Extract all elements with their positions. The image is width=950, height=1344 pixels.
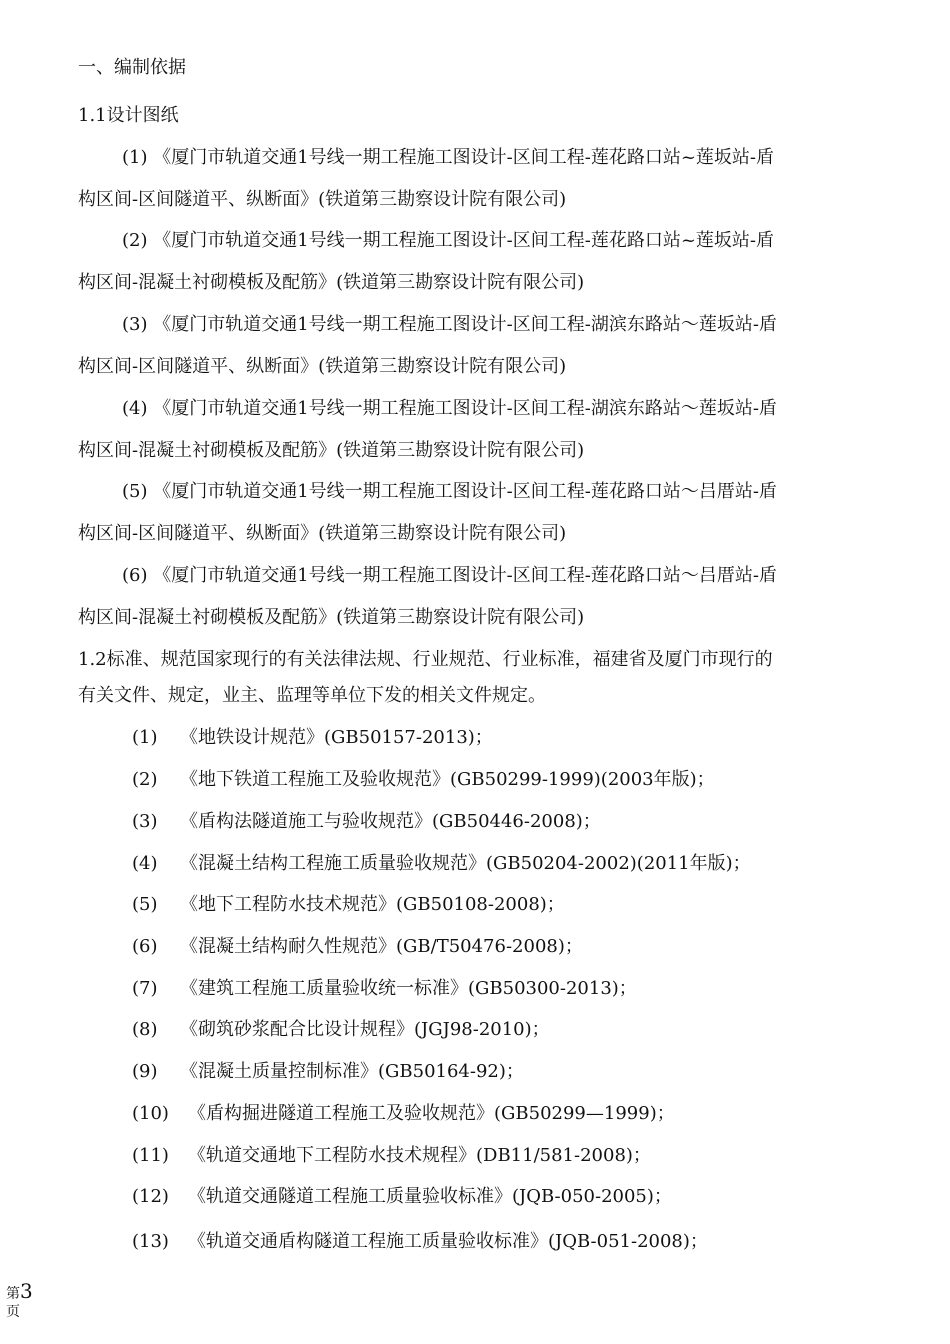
list-item-text: 《建筑工程施工质量验收统一标准》(GB50300-2013)； bbox=[180, 978, 637, 999]
drawing-item-number: (2) bbox=[122, 230, 148, 251]
subsection-design-drawings: 1.1设计图纸 bbox=[78, 105, 179, 126]
drawing-item-2-line2: 构区间-混凝土衬砌模板及配筋》(铁道第三勘察设计院有限公司) bbox=[78, 272, 585, 293]
drawing-item-text: 《厦门市轨道交通1号线一期工程施工图设计-区间工程-莲花路口站~莲坂站-盾 bbox=[153, 147, 775, 168]
drawing-item-text: 《厦门市轨道交通1号线一期工程施工图设计-区间工程-湖滨东路站～莲坂站-盾 bbox=[153, 398, 777, 419]
list-item-number: (4) bbox=[132, 853, 158, 874]
list-item-number: (10) bbox=[132, 1103, 169, 1124]
list-item-text: 《地铁设计规范》(GB50157-2013)； bbox=[180, 727, 493, 748]
list-item-number: (12) bbox=[132, 1186, 169, 1207]
list-item-number: (6) bbox=[132, 936, 158, 957]
drawing-item-2-line1 bbox=[122, 229, 774, 253]
drawing-item-5-line2: 构区间-区间隧道平、纵断面》(铁道第三勘察设计院有限公司) bbox=[78, 523, 567, 544]
list-item-text: 《地下铁道工程施工及验收规范》(GB50299-1999)(2003年版)； bbox=[180, 769, 715, 790]
list-item-text: 《轨道交通隧道工程施工质量验收标准》(JQB-050-2005)； bbox=[188, 1186, 672, 1207]
list-item-text: 《地下工程防水技术规范》(GB50108-2008)； bbox=[180, 894, 565, 915]
list-item-text: 《混凝土质量控制标准》(GB50164-92)； bbox=[180, 1061, 524, 1082]
list-item-text: 《轨道交通盾构隧道工程施工质量验收标准》(JQB-051-2008)； bbox=[188, 1231, 708, 1252]
section-title: 一、编制依据 bbox=[78, 57, 186, 78]
drawing-item-number: (3) bbox=[122, 314, 148, 335]
list-item-number: (11) bbox=[132, 1145, 169, 1166]
list-item-text: 《盾构法隧道施工与验收规范》(GB50446-2008)； bbox=[180, 811, 601, 832]
drawing-item-5-line1 bbox=[122, 480, 777, 504]
list-item-number: (5) bbox=[132, 894, 158, 915]
list-item-number: (1) bbox=[132, 727, 158, 748]
page-number-prefix: 第 bbox=[6, 1286, 20, 1302]
drawing-item-number: (1) bbox=[122, 147, 148, 168]
list-item-number: (13) bbox=[132, 1231, 169, 1252]
list-item-text: 《砌筑砂浆配合比设计规程》(JGJ98-2010)； bbox=[180, 1019, 550, 1040]
list-item-number: (3) bbox=[132, 811, 158, 832]
list-item-number: (8) bbox=[132, 1019, 158, 1040]
list-item-text: 《混凝土结构耐久性规范》(GB/T50476-2008)； bbox=[180, 936, 583, 957]
drawing-item-text: 《厦门市轨道交通1号线一期工程施工图设计-区间工程-莲花路口站～吕厝站-盾 bbox=[153, 565, 777, 586]
list-item-number: (7) bbox=[132, 978, 158, 999]
drawing-item-4-line2: 构区间-混凝土衬砌模板及配筋》(铁道第三勘察设计院有限公司) bbox=[78, 440, 585, 461]
subsection-standards-line2: 有关文件、规定，业主、监理等单位下发的相关文件规定。 bbox=[78, 685, 546, 706]
drawing-item-number: (6) bbox=[122, 565, 148, 586]
drawing-item-3-line2: 构区间-区间隧道平、纵断面》(铁道第三勘察设计院有限公司) bbox=[78, 356, 567, 377]
drawing-item-1-line2: 构区间-区间隧道平、纵断面》(铁道第三勘察设计院有限公司) bbox=[78, 189, 567, 210]
page-number bbox=[6, 1279, 36, 1321]
list-item-text: 《混凝土结构工程施工质量验收规范》(GB50204-2002)(2011年版)； bbox=[180, 853, 751, 874]
drawing-item-text: 《厦门市轨道交通1号线一期工程施工图设计-区间工程-莲花路口站~莲坂站-盾 bbox=[153, 230, 775, 251]
subsection-standards-line1: 1.2标准、规范国家现行的有关法律法规、行业规范、行业标准，福建省及厦门市现行的 bbox=[78, 649, 773, 670]
drawing-item-1-line1 bbox=[122, 146, 774, 170]
drawing-item-number: (5) bbox=[122, 481, 148, 502]
page-number-value: 3 bbox=[20, 1279, 33, 1303]
drawing-item-6-line1 bbox=[122, 564, 777, 588]
page-number-suffix: 页 bbox=[6, 1304, 20, 1320]
list-item-number: (2) bbox=[132, 769, 158, 790]
drawing-item-text: 《厦门市轨道交通1号线一期工程施工图设计-区间工程-湖滨东路站～莲坂站-盾 bbox=[153, 314, 777, 335]
drawing-item-text: 《厦门市轨道交通1号线一期工程施工图设计-区间工程-莲花路口站～吕厝站-盾 bbox=[153, 481, 777, 502]
drawing-item-number: (4) bbox=[122, 398, 148, 419]
drawing-item-4-line1 bbox=[122, 397, 777, 421]
drawing-item-3-line1 bbox=[122, 313, 777, 337]
drawing-item-6-line2: 构区间-混凝土衬砌模板及配筋》(铁道第三勘察设计院有限公司) bbox=[78, 607, 585, 628]
list-item-text: 《轨道交通地下工程防水技术规程》(DB11/581-2008)； bbox=[188, 1145, 651, 1166]
list-item-text: 《盾构掘进隧道工程施工及验收规范》(GB50299—1999)； bbox=[188, 1103, 675, 1124]
list-item-number: (9) bbox=[132, 1061, 158, 1082]
